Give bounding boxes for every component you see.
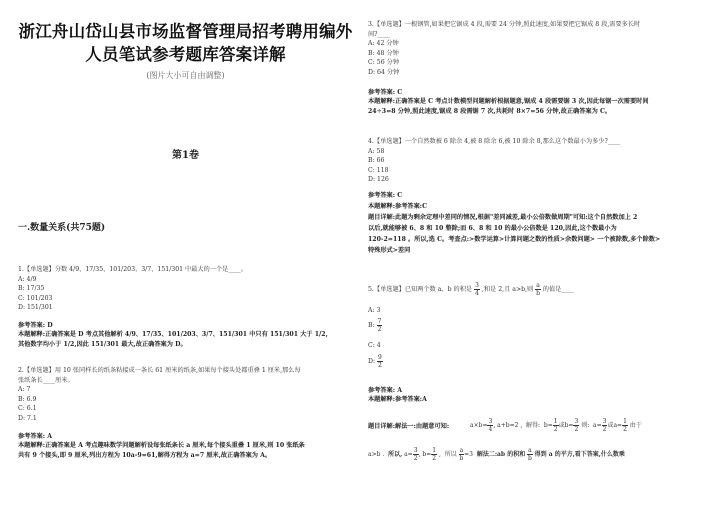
fraction-numerator: 7 xyxy=(377,318,382,325)
question-2-option-c: C: 6.1 xyxy=(18,405,37,413)
question-4-answer: 参考答案: C xyxy=(368,192,403,199)
question-4-option-c: C: 118 xyxy=(368,166,389,174)
question-2-explain-line2: 共有 9 个接头,即 9 厘米,列出方程为 10a-9=61,解得方程为 a=7 厘米,故正确答案为 A。 xyxy=(18,451,272,459)
question-4-answer-block xyxy=(368,190,708,256)
question-4-option-d: D: 126 xyxy=(368,176,389,184)
question-1 xyxy=(18,265,353,313)
question-1-explain-line1: 本题解释:正确答案是 D 考点其他解析 4/9、17/35、101/203、3/7、151/301 中只有 151/301 大于 1/2, xyxy=(18,331,328,339)
question-3-explain-line2: 24÷3=8 分钟,照此速度,锯成 8 段需锯 7 次,共耗时 8×7=56 分钟,故正确答案为 C。 xyxy=(368,107,612,115)
question-5-stem-part2: ,和是 2,且 a>b,则 xyxy=(481,286,534,293)
question-5-stem-part1: 5.【单选题】已知两个数 a、b 的积是 xyxy=(368,286,473,293)
question-4-option-b: B: 66 xyxy=(368,157,385,165)
question-1-stem: 1.【单选题】分数 4/9、17/35、101/203、3/7、151/301 中最大的一个是____。 xyxy=(18,266,247,273)
question-1-option-a: A: 4/9 xyxy=(18,275,37,283)
question-3-option-d: D: 64 分钟 xyxy=(368,68,400,76)
option-b-fraction xyxy=(377,318,383,333)
question-5-answer-label: 本题解释:参考答案:A xyxy=(368,396,427,404)
question-2-stem-line1: 2.【单选题】用 10 张同样长的纸条粘接成一条长 61 厘米的纸条,如果每个接头处都重叠 1 厘米,那么每 xyxy=(18,367,301,374)
question-4-answer-label: 本题解释:参考答案:C xyxy=(368,203,427,210)
question-2-option-b: B: 6.9 xyxy=(18,395,37,403)
question-2-answer: 参考答案: A xyxy=(18,433,52,440)
question-1-answer-block xyxy=(18,321,353,349)
question-1-option-b: B: 17/35 xyxy=(18,285,45,293)
document-subtitle: (图片大小可自由调整) xyxy=(146,71,225,80)
question-3-explain-line1: 本题解释:正确答案是 C 考点计数模型问题解析根据题意,锯成 4 段需要锯 3 次,因此每锯一次需要时间 xyxy=(368,98,649,106)
question-1-option-d: D: 151/301 xyxy=(18,304,53,312)
question-5-option-c: C: 4 xyxy=(368,342,381,349)
question-4 xyxy=(368,137,708,185)
question-3-option-b: B: 48 分钟 xyxy=(368,49,399,57)
volume-heading: 第1卷 xyxy=(172,150,199,161)
fraction-numerator: a xyxy=(536,282,540,289)
question-3-stem-line1: 3.【单选题】一根钢管,如果把它锯成 4 段,需要 24 分钟,照此速度,如果要把它锯成 8 段,需要多长时 xyxy=(368,21,641,28)
question-2-explain-line1: 本题解释:正确答案是 A 考点趣味数学问题解析设每张纸条长 a 厘米,每个接头重叠 1 厘米,则 10 张纸条 xyxy=(18,442,305,450)
fraction-denominator: 2 xyxy=(378,362,382,369)
question-5-explain-part4: 得到 a 的平方,看下答案,什么数乘 xyxy=(534,451,625,458)
fraction-denominator: 2 xyxy=(377,326,382,333)
question-4-explain-line2: 以后,就能够被 6、8 和 10 整除;而 6、8 和 10 的最小公倍数是 120,因此,这个数最小为 xyxy=(368,225,617,232)
fraction-numerator: 3 xyxy=(475,282,479,289)
question-2-option-a: A: 7 xyxy=(18,386,31,394)
question-3-option-a: A: 42 分钟 xyxy=(368,40,399,48)
question-5-answer-block xyxy=(368,386,708,405)
question-5-stem xyxy=(368,282,708,297)
question-5-option-b xyxy=(368,318,382,333)
question-4-explain-line4: 特殊形式>差同 xyxy=(368,247,411,254)
question-5-answer: 参考答案: A xyxy=(368,387,402,394)
question-5-option-d xyxy=(368,354,383,369)
option-d-fraction xyxy=(377,354,383,369)
question-5-option-a: A: 3 xyxy=(368,307,381,314)
section-heading: 一.数量关系(共75题) xyxy=(18,223,106,233)
question-5-stem-part3: 的值是____ xyxy=(542,286,574,293)
equation-2: a>b . 所以, a= $\frac{3}{2}$ , b= $\frac{1}{2}$ , 所以 $\frac{a}{b}$ =3 解法二:ab 的积和 $\frac{a}{b}$ 得到 a 的平方,看下答案,什么数乘 xyxy=(368,447,625,462)
question-1-answer: 参考答案: D xyxy=(18,322,53,329)
fraction-numerator: 9 xyxy=(378,354,382,361)
question-4-explain-line3: 120-2=118 。所以,选 C。考查点:>数学运算>计算问题之数的性质>余数问题> 一个被除数,多个除数> xyxy=(368,236,661,243)
fraction-denominator: b xyxy=(536,290,540,297)
question-5-explain-part1: 题目详解:解法一:由题意可知: xyxy=(368,423,450,430)
question-2-option-d: D: 7.1 xyxy=(18,414,37,422)
option-b-label: B: xyxy=(368,322,375,329)
question-5-explain-part3: 解法二:ab 的积和 xyxy=(476,451,526,458)
question-1-explain-line2: 其他数字均小于 1/2,因此 151/301 最大,故正确答案为 D。 xyxy=(18,340,187,348)
option-d-label: D: xyxy=(368,358,376,365)
question-4-explain-line1: 题目详解:此题为剩余定理中差同的情况,根据"差同减差,最小公倍数做周期"可知:这个自然数加上 2 xyxy=(368,214,638,221)
question-3-stem-line2: 间?____ xyxy=(368,30,390,38)
question-4-option-a: A: 58 xyxy=(368,147,385,155)
equation-1: a×b= $\frac{3}{4}$ , a+b=2 , 解得: b= $\frac{1}{2}$ 或b= $\frac{3}{2}$ 则: a= $\frac{3}{2}$ 或a= $\frac{1}{2}$ 由于 xyxy=(470,418,642,433)
question-2-stem-line2: 张纸条长____厘米。 xyxy=(18,376,74,384)
question-2 xyxy=(18,366,353,424)
question-5-fraction-product xyxy=(474,282,480,297)
question-4-stem: 4.【单选题】一个自然数被 6 除余 4,被 8 除余 6,被 10 除余 8,那么这个数最小为多少?____ xyxy=(368,138,621,145)
question-3-option-c: C: 56 分钟 xyxy=(368,59,400,67)
document-title: 浙江舟山岱山县市场监督管理局招考聘用编外人员笔试参考题库答案详解 xyxy=(18,22,353,64)
question-2-answer-block xyxy=(18,432,353,460)
question-3-answer-block xyxy=(368,88,708,116)
question-5-fraction-ratio xyxy=(535,282,541,297)
question-5-explain-part2: 所以, xyxy=(388,451,403,458)
fraction-denominator: 4 xyxy=(475,290,479,297)
question-1-option-c: C: 101/203 xyxy=(18,294,53,302)
question-3-answer: 参考答案: C xyxy=(368,89,403,96)
question-3 xyxy=(368,20,708,78)
